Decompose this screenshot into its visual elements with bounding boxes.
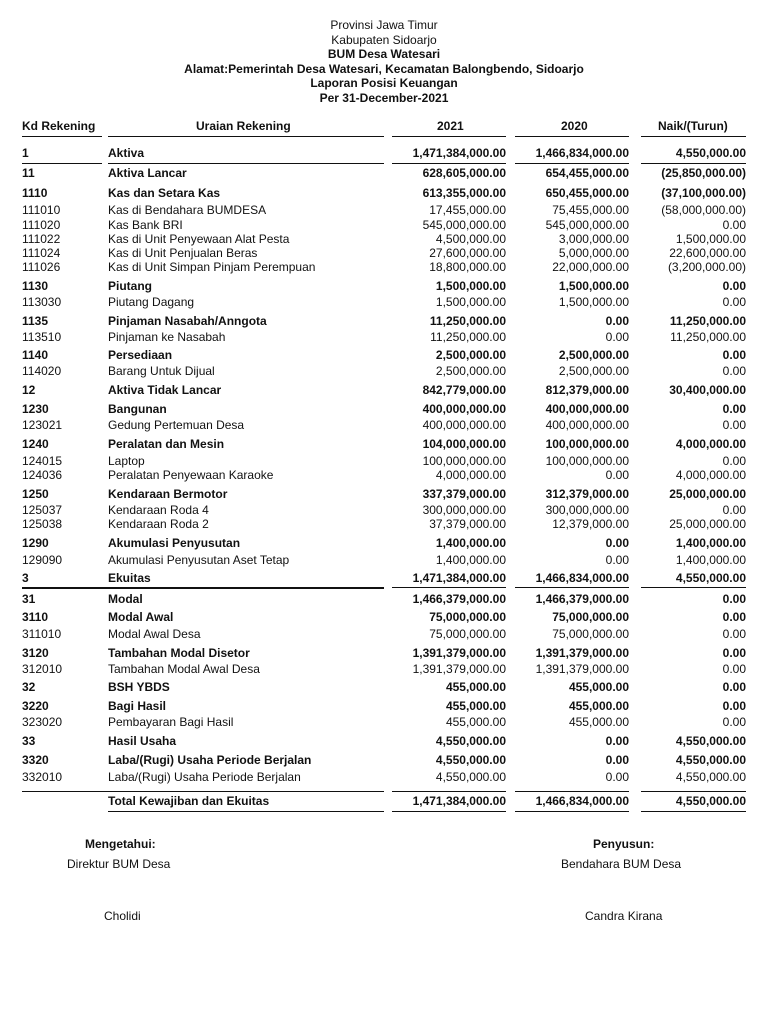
left-sign-role: Direktur BUM Desa xyxy=(67,857,171,871)
account-name: Laba/(Rugi) Usaha Periode Berjalan xyxy=(108,770,301,784)
account-name: Akumulasi Penyusutan xyxy=(108,536,241,550)
total-row xyxy=(0,794,768,810)
value-2021: 455,000.00 xyxy=(445,680,506,694)
value-2020: 0.00 xyxy=(605,314,629,328)
account-code: 3 xyxy=(22,571,29,585)
total-bottom-line xyxy=(641,811,746,812)
account-name: Piutang xyxy=(108,279,152,293)
account-name: Aktiva Tidak Lancar xyxy=(108,383,222,397)
value-2020: 455,000.00 xyxy=(568,680,629,694)
value-2021: 1,471,384,000.00 xyxy=(412,146,506,160)
value-naik-turun: 0.00 xyxy=(722,348,746,362)
value-naik-turun: 22,600,000.00 xyxy=(669,246,746,260)
table-row xyxy=(0,437,768,452)
value-naik-turun: 0.00 xyxy=(722,610,746,624)
value-2020: 0.00 xyxy=(605,753,629,767)
account-name: Persediaan xyxy=(108,348,173,362)
value-2020: 75,455,000.00 xyxy=(552,203,629,217)
value-2020: 100,000,000.00 xyxy=(545,437,629,451)
row-separator xyxy=(515,163,629,164)
account-code: 11 xyxy=(22,166,35,180)
value-2020: 0.00 xyxy=(605,553,629,567)
account-name: Laptop xyxy=(108,454,145,468)
value-naik-turun: 0.00 xyxy=(722,418,746,432)
value-2021: 337,379,000.00 xyxy=(422,487,506,501)
row-separator xyxy=(392,163,506,164)
account-code: 1135 xyxy=(22,314,49,328)
total-bottom-line xyxy=(392,811,506,812)
regency: Kabupaten Sidoarjo xyxy=(331,32,437,47)
account-name: Kendaraan Bermotor xyxy=(108,487,228,501)
account-name: Kas di Unit Penyewaan Alat Pesta xyxy=(108,232,290,246)
value-2021: 400,000,000.00 xyxy=(422,418,506,432)
value-2021: 455,000.00 xyxy=(445,715,506,729)
value-2020: 650,455,000.00 xyxy=(545,186,629,200)
value-2020: 0.00 xyxy=(605,770,629,784)
account-name: Barang Untuk Dijual xyxy=(108,364,215,378)
account-name: Ekuitas xyxy=(108,571,151,585)
value-naik-turun: 4,550,000.00 xyxy=(675,146,746,160)
value-2021: 75,000,000.00 xyxy=(429,627,506,641)
value-naik-turun: 0.00 xyxy=(722,402,746,416)
account-code: 111024 xyxy=(22,246,61,260)
value-2021: 1,400,000.00 xyxy=(435,553,506,567)
value-2020: 654,455,000.00 xyxy=(545,166,629,180)
col-uraian: Uraian Rekening xyxy=(196,119,291,133)
value-naik-turun: 1,400,000.00 xyxy=(675,536,746,550)
table-row xyxy=(0,383,768,398)
value-2021: 628,605,000.00 xyxy=(422,166,506,180)
account-code: 111020 xyxy=(22,218,61,232)
value-naik-turun: (25,850,000.00) xyxy=(661,166,746,180)
table-row xyxy=(0,571,768,586)
account-code: 125037 xyxy=(22,503,63,517)
account-code: 31 xyxy=(22,592,36,606)
column-header xyxy=(0,119,768,135)
value-2020: 1,500,000.00 xyxy=(558,295,629,309)
value-2021: 1,466,379,000.00 xyxy=(412,592,506,606)
table-row xyxy=(0,330,768,345)
account-code: 332010 xyxy=(22,770,63,784)
account-code: 111026 xyxy=(22,260,61,274)
table-row xyxy=(0,146,768,161)
total-2021: 1,471,384,000.00 xyxy=(412,794,506,808)
row-separator xyxy=(641,587,746,588)
account-name: Piutang Dagang xyxy=(108,295,195,309)
value-naik-turun: 0.00 xyxy=(722,364,746,378)
account-code: 123021 xyxy=(22,418,63,432)
value-naik-turun: 1,500,000.00 xyxy=(675,232,746,246)
value-2020: 0.00 xyxy=(605,330,629,344)
total-bottom-line xyxy=(108,811,384,812)
account-code: 114020 xyxy=(22,364,62,378)
value-naik-turun: 25,000,000.00 xyxy=(669,517,746,531)
table-row xyxy=(0,627,768,642)
value-2020: 400,000,000.00 xyxy=(545,402,629,416)
report-period: Per 31-December-2021 xyxy=(319,90,449,105)
value-naik-turun: 1,400,000.00 xyxy=(675,553,746,567)
header-underline xyxy=(108,136,384,137)
total-top-line xyxy=(641,791,746,792)
value-2021: 18,800,000.00 xyxy=(429,260,506,274)
account-code: 3320 xyxy=(22,753,49,767)
province: Provinsi Jawa Timur xyxy=(330,18,438,32)
table-row xyxy=(0,770,768,785)
account-name: Kendaraan Roda 4 xyxy=(108,503,209,517)
account-name: Bagi Hasil xyxy=(108,699,167,713)
value-2020: 2,500,000.00 xyxy=(558,348,629,362)
value-2020: 5,000,000.00 xyxy=(558,246,629,260)
total-naik-turun: 4,550,000.00 xyxy=(675,794,746,808)
value-2021: 1,500,000.00 xyxy=(435,295,506,309)
account-name: Aktiva Lancar xyxy=(108,166,187,180)
value-naik-turun: 25,000,000.00 xyxy=(669,487,746,501)
value-2021: 545,000,000.00 xyxy=(422,218,506,232)
account-name: Kas Bank BRI xyxy=(108,218,183,232)
table-row xyxy=(0,734,768,749)
value-2020: 0.00 xyxy=(605,536,629,550)
value-naik-turun: 0.00 xyxy=(722,627,746,641)
value-2020: 812,379,000.00 xyxy=(545,383,629,397)
table-row xyxy=(0,218,768,233)
value-2021: 104,000,000.00 xyxy=(422,437,506,451)
row-separator xyxy=(108,163,384,164)
right-sign-role: Bendahara BUM Desa xyxy=(561,857,682,871)
total-top-line xyxy=(392,791,506,792)
value-2020: 75,000,000.00 xyxy=(552,610,629,624)
table-row xyxy=(0,662,768,677)
value-2021: 1,500,000.00 xyxy=(435,279,506,293)
table-row xyxy=(0,166,768,181)
row-separator xyxy=(515,587,629,588)
value-2021: 4,500,000.00 xyxy=(435,232,506,246)
table-row xyxy=(0,295,768,310)
value-naik-turun: 11,250,000.00 xyxy=(669,314,746,328)
table-row xyxy=(0,232,768,247)
account-code: 129090 xyxy=(22,553,63,567)
value-2020: 1,391,379,000.00 xyxy=(535,646,629,660)
account-code: 3110 xyxy=(22,610,49,624)
table-row xyxy=(0,246,768,261)
value-2021: 613,355,000.00 xyxy=(422,186,506,200)
value-naik-turun: 4,550,000.00 xyxy=(675,753,746,767)
account-name: Kas dan Setara Kas xyxy=(108,186,221,200)
value-2021: 11,250,000.00 xyxy=(430,330,506,344)
entity-name: BUM Desa Watesari xyxy=(327,47,441,61)
value-naik-turun: 0.00 xyxy=(722,295,746,309)
account-name: Kas di Unit Penjualan Beras xyxy=(108,246,258,260)
value-naik-turun: 0.00 xyxy=(722,454,746,468)
value-2020: 22,000,000.00 xyxy=(552,260,629,274)
value-2021: 400,000,000.00 xyxy=(422,402,506,416)
report-header xyxy=(0,18,768,105)
account-name: Hasil Usaha xyxy=(108,734,177,748)
col-2021: 2021 xyxy=(437,119,464,133)
header-underline xyxy=(22,136,102,137)
account-code: 323020 xyxy=(22,715,63,729)
value-naik-turun: (3,200,000.00) xyxy=(667,260,746,274)
value-2021: 2,500,000.00 xyxy=(435,364,506,378)
header-underline xyxy=(392,136,506,137)
col-kd-rekening: Kd Rekening xyxy=(22,119,96,133)
table-row xyxy=(0,517,768,532)
value-2020: 455,000.00 xyxy=(568,699,629,713)
left-sign-name: Cholidi xyxy=(104,909,141,923)
table-row xyxy=(0,753,768,768)
value-2020: 455,000.00 xyxy=(568,715,629,729)
value-2021: 1,391,379,000.00 xyxy=(412,662,506,676)
table-row xyxy=(0,536,768,551)
value-2021: 300,000,000.00 xyxy=(422,503,506,517)
table-row xyxy=(0,454,768,469)
value-2020: 1,466,379,000.00 xyxy=(535,592,629,606)
total-label: Total Kewajiban dan Ekuitas xyxy=(108,794,270,808)
value-naik-turun: (37,100,000.00) xyxy=(661,186,746,200)
account-code: 32 xyxy=(22,680,36,694)
table-row xyxy=(0,610,768,625)
row-separator xyxy=(22,163,102,164)
value-2021: 842,779,000.00 xyxy=(422,383,506,397)
account-name: Kas di Unit Simpan Pinjam Perempuan xyxy=(108,260,316,274)
table-row xyxy=(0,592,768,607)
table-row xyxy=(0,553,768,568)
account-name: Bangunan xyxy=(108,402,167,416)
account-name: Pinjaman Nasabah/Anngota xyxy=(108,314,267,328)
left-sign-title: Mengetahui: xyxy=(85,837,156,851)
value-naik-turun: 4,000,000.00 xyxy=(675,437,746,451)
account-name: Akumulasi Penyusutan Aset Tetap xyxy=(108,553,290,567)
value-naik-turun: 0.00 xyxy=(722,218,746,232)
value-2020: 312,379,000.00 xyxy=(545,487,629,501)
account-code: 1230 xyxy=(22,402,49,416)
value-2021: 4,550,000.00 xyxy=(435,734,506,748)
header-underline xyxy=(515,136,629,137)
col-2020: 2020 xyxy=(561,119,588,133)
account-code: 33 xyxy=(22,734,36,748)
account-code: 124015 xyxy=(22,454,63,468)
value-2020: 1,466,834,000.00 xyxy=(535,571,629,585)
total-top-line xyxy=(22,791,384,792)
account-name: Aktiva xyxy=(108,146,145,160)
value-2020: 0.00 xyxy=(605,734,629,748)
table-row xyxy=(0,680,768,695)
value-naik-turun: 0.00 xyxy=(722,680,746,694)
value-2020: 100,000,000.00 xyxy=(545,454,629,468)
value-2021: 17,455,000.00 xyxy=(429,203,506,217)
value-naik-turun: 4,550,000.00 xyxy=(675,734,746,748)
value-naik-turun: 0.00 xyxy=(722,715,746,729)
table-row xyxy=(0,503,768,518)
value-naik-turun: 11,250,000.00 xyxy=(670,330,746,344)
table-row xyxy=(0,418,768,433)
table-row xyxy=(0,348,768,363)
account-code: 1 xyxy=(22,146,29,160)
value-2020: 0.00 xyxy=(605,468,629,482)
account-name: Tambahan Modal Disetor xyxy=(108,646,250,660)
table-row xyxy=(0,468,768,483)
value-naik-turun: 30,400,000.00 xyxy=(669,383,746,397)
account-name: Modal xyxy=(108,592,143,606)
report-title: Laporan Posisi Keuangan xyxy=(310,76,458,90)
value-2021: 4,000,000.00 xyxy=(435,468,506,482)
account-code: 113030 xyxy=(22,295,62,309)
value-2021: 11,250,000.00 xyxy=(429,314,506,328)
value-naik-turun: 4,000,000.00 xyxy=(675,468,746,482)
account-name: BSH YBDS xyxy=(108,680,170,694)
value-2021: 2,500,000.00 xyxy=(435,348,506,362)
value-2020: 1,466,834,000.00 xyxy=(535,146,629,160)
account-code: 12 xyxy=(22,383,36,397)
account-code: 311010 xyxy=(22,627,62,641)
table-row xyxy=(0,203,768,218)
account-name: Peralatan dan Mesin xyxy=(108,437,225,451)
address: Alamat:Pemerintah Desa Watesari, Kecamatan Balongbendo, Sidoarjo xyxy=(184,61,584,76)
table-row xyxy=(0,186,768,201)
table-row xyxy=(0,402,768,417)
value-2021: 455,000.00 xyxy=(445,699,506,713)
value-2021: 37,379,000.00 xyxy=(429,517,506,531)
value-2021: 1,391,379,000.00 xyxy=(412,646,506,660)
account-code: 111022 xyxy=(22,232,61,246)
account-code: 3120 xyxy=(22,646,49,660)
account-code: 1240 xyxy=(22,437,49,451)
value-naik-turun: (58,000,000.00) xyxy=(661,203,746,217)
account-code: 124036 xyxy=(22,468,63,482)
value-2021: 27,600,000.00 xyxy=(429,246,506,260)
header-underline xyxy=(641,136,746,137)
table-row xyxy=(0,279,768,294)
account-name: Laba/(Rugi) Usaha Periode Berjalan xyxy=(108,753,312,767)
table-row xyxy=(0,699,768,714)
total-2020: 1,466,834,000.00 xyxy=(535,794,629,808)
account-name: Kendaraan Roda 2 xyxy=(108,517,209,531)
account-name: Gedung Pertemuan Desa xyxy=(108,418,245,432)
table-row xyxy=(0,715,768,730)
account-code: 113510 xyxy=(22,330,62,344)
value-naik-turun: 0.00 xyxy=(722,503,746,517)
value-2021: 75,000,000.00 xyxy=(429,610,506,624)
value-naik-turun: 0.00 xyxy=(722,592,746,606)
value-naik-turun: 0.00 xyxy=(722,699,746,713)
table-row xyxy=(0,364,768,379)
account-name: Peralatan Penyewaan Karaoke xyxy=(108,468,274,482)
row-separator xyxy=(392,587,506,588)
account-code: 1110 xyxy=(22,186,48,200)
section-separator xyxy=(22,587,384,589)
account-name: Pembayaran Bagi Hasil xyxy=(108,715,234,729)
value-2020: 1,500,000.00 xyxy=(558,279,629,293)
value-2020: 3,000,000.00 xyxy=(558,232,629,246)
value-2021: 4,550,000.00 xyxy=(435,770,506,784)
value-naik-turun: 0.00 xyxy=(722,646,746,660)
account-code: 1130 xyxy=(22,279,49,293)
account-name: Kas di Bendahara BUMDESA xyxy=(108,203,267,217)
value-2020: 400,000,000.00 xyxy=(545,418,629,432)
right-sign-title: Penyusun: xyxy=(593,837,655,851)
right-sign-name: Candra Kirana xyxy=(585,909,663,923)
value-2020: 2,500,000.00 xyxy=(558,364,629,378)
total-top-line xyxy=(515,791,629,792)
value-naik-turun: 4,550,000.00 xyxy=(675,571,746,585)
account-code: 125038 xyxy=(22,517,63,531)
value-2020: 75,000,000.00 xyxy=(552,627,629,641)
account-code: 111010 xyxy=(22,203,61,217)
row-separator xyxy=(641,163,746,164)
value-2021: 1,400,000.00 xyxy=(435,536,506,550)
account-name: Modal Awal Desa xyxy=(108,627,201,641)
value-2020: 545,000,000.00 xyxy=(545,218,629,232)
total-bottom-line xyxy=(515,811,629,812)
value-2020: 1,391,379,000.00 xyxy=(535,662,629,676)
table-row xyxy=(0,646,768,661)
table-row xyxy=(0,314,768,329)
value-2021: 4,550,000.00 xyxy=(435,753,506,767)
account-name: Modal Awal xyxy=(108,610,174,624)
account-code: 3220 xyxy=(22,699,49,713)
table-row xyxy=(0,260,768,275)
account-code: 1290 xyxy=(22,536,49,550)
value-2020: 300,000,000.00 xyxy=(545,503,629,517)
table-row xyxy=(0,487,768,502)
account-code: 1250 xyxy=(22,487,49,501)
value-2020: 12,379,000.00 xyxy=(552,517,629,531)
value-naik-turun: 4,550,000.00 xyxy=(675,770,746,784)
value-2021: 1,471,384,000.00 xyxy=(412,571,506,585)
value-2021: 100,000,000.00 xyxy=(422,454,506,468)
account-code: 312010 xyxy=(22,662,63,676)
account-code: 1140 xyxy=(22,348,49,362)
account-name: Pinjaman ke Nasabah xyxy=(108,330,226,344)
value-naik-turun: 0.00 xyxy=(722,279,746,293)
value-naik-turun: 0.00 xyxy=(722,662,746,676)
account-name: Tambahan Modal Awal Desa xyxy=(108,662,260,676)
col-naik-turun: Naik/(Turun) xyxy=(658,119,728,133)
